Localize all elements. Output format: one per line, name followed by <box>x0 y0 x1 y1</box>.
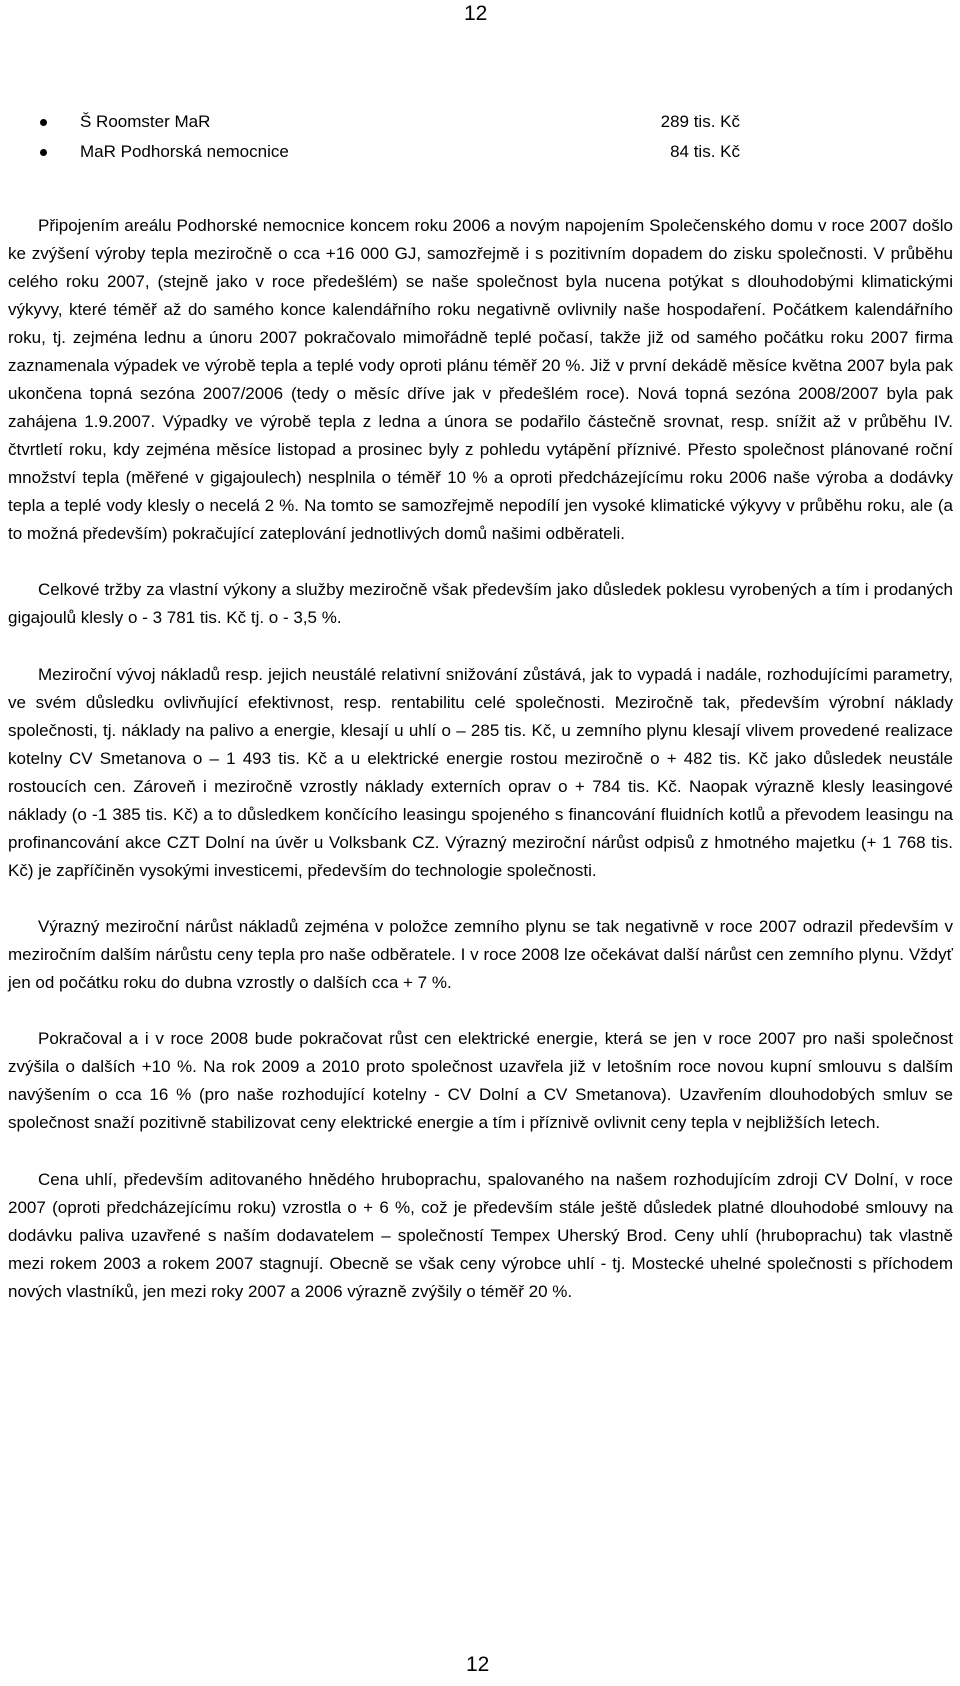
page-number-bottom: 12 <box>466 1653 490 1676</box>
bullet-item-name: Š Roomster MaR <box>80 112 211 131</box>
bullet-dot-icon <box>40 149 47 156</box>
bullet-item <box>40 107 740 137</box>
page-number-top: 12 <box>464 2 488 25</box>
bullet-item-name: MaR Podhorská nemocnice <box>80 142 289 161</box>
paragraph: Výrazný meziroční nárůst nákladů zejména v položce zemního plynu se tak negativně v roce 2007 odrazil především v meziročním dalším nárůstu ceny tepla pro naše odběratele. I v roce 2008 lze očekávat další nárůst cen zemního plynu. Vždyť jen od počátku roku do dubna vzrostly o dalších cca + 7 %. <box>8 917 953 992</box>
paragraph: Připojením areálu Podhorské nemocnice koncem roku 2006 a novým napojením Společenského domu v roce 2007 došlo ke zvýšení výroby tepla meziročně o cca +16 000 GJ, samozřejmě i s pozitivním dopadem do zisku společnosti. V průběhu celého roku 2007, (stejně jako v roce předešlém) se naše společnost byla nucena potýkat s dlouhodobými klimatickými výkyvy, které téměř až do samého konce kalendářního roku negativně ovlivnily naše hospodaření. Počátkem kalendářního roku, tj. zejména lednu a únoru 2007 pokračovalo mimořádně teplé počasí, takže již od samého počátku roku 2007 firma zaznamenala výpadek ve výrobě tepla a teplé vody oproti plánu téměř 20 %. Již v první dekádě měsíce května 2007 byla pak ukončena topná sezóna 2007/2006 (tedy o měsíc dříve jak v předešlém roce). Nová topná sezóna 2008/2007 byla pak zahájena 1.9.2007. Výpadky ve výrobě tepla z ledna a února se podařilo částečně srovnat, resp. snížit až v průběhu IV. čtvrtletí roku, kdy zejména měsíce listopad a prosinec byly z pohledu vytápění příznivé. Přesto společnost plánované roční množství tepla (měřené v gigajoulech) nesplnila o téměř 10 % a oproti předcházejícímu roku 2006 naše výroba a dodávky tepla a teplé vody klesly o necelá 2 %. Na tomto se samozřejmě nepodílí jen vysoké klimatické výkyvy v průběhu roku, ale (a to možná především) pokračující zateplování jednotlivých domů našimi odběrateli. <box>8 216 953 543</box>
bullet-item-value: 289 tis. Kč <box>660 112 740 131</box>
bullet-list <box>40 107 740 167</box>
paragraph: Pokračoval a i v roce 2008 bude pokračovat růst cen elektrické energie, která se jen v roce 2007 pro naši společnost zvýšila o dalších +10 %. Na rok 2009 a 2010 proto společnost uzavřela již v letošním roce novou kupní smlouvu s dalším navýšením o cca 16 % (pro naše rozhodující kotelny - CV Dolní a CV Smetanova). Uzavřením dlouhodobých smluv se společnost snaží pozitivně stabilizovat ceny elektrické energie a tím i příznivě ovlivnit ceny tepla v nejbližších letech. <box>8 1029 953 1132</box>
paragraph: Cena uhlí, především aditovaného hnědého hruboprachu, spalovaného na našem rozhodujícím zdroji CV Dolní, v roce 2007 (oproti předcházejícímu roku) vzrostla o + 6 %, což je především stále ještě důsledek platné dlouhodobé smlouvy na dodávku paliva uzavřené s naším dodavatelem – společností Tempex Uherský Brod. Ceny uhlí (hruboprachu) tak vlastně mezi rokem 2003 a rokem 2007 stagnují. Obecně se však ceny výrobce uhlí - tj. Mostecké uhelné společnosti s příchodem nových vlastníků, jen mezi roky 2007 a 2006 výrazně zvýšily o téměř 20 %. <box>8 1170 953 1301</box>
bullet-item-value: 84 tis. Kč <box>670 142 740 161</box>
paragraph: Celkové tržby za vlastní výkony a služby meziročně však především jako důsledek poklesu vyrobených a tím i prodaných gigajoulů klesly o - 3 781 tis. Kč tj. o - 3,5 %. <box>8 580 953 627</box>
paragraph: Meziroční vývoj nákladů resp. jejich neustálé relativní snižování zůstává, jak to vypadá i nadále, rozhodujícími parametry, ve svém důsledku ovlivňující efektivnost, resp. rentabilitu celé společnosti. Meziročně tak, především výrobní náklady společnosti, tj. náklady na palivo a energie, klesají u uhlí o – 285 tis. Kč, u zemního plynu klesají vlivem provedené realizace kotelny CV Smetanova o – 1 493 tis. Kč a u elektrické energie rostou meziročně o + 482 tis. Kč jako důsledek neustále rostoucích cen. Zároveň i meziročně vzrostly náklady externích oprav o + 784 tis. Kč. Naopak výrazně klesly leasingové náklady (o -1 385 tis. Kč) a to důsledkem končícího leasingu spojeného s financování fluidních kotlů a převodem leasingu na profinancování akce CZT Dolní na úvěr u Volksbank CZ. Výrazný meziroční nárůst odpisů z hmotného majetku (+ 1 768 tis. Kč) je zapříčiněn vysokými investicemi, především do technologie společnosti. <box>8 665 953 880</box>
bullet-item <box>40 137 740 167</box>
document-body <box>8 212 953 1306</box>
bullet-dot-icon <box>40 119 47 126</box>
